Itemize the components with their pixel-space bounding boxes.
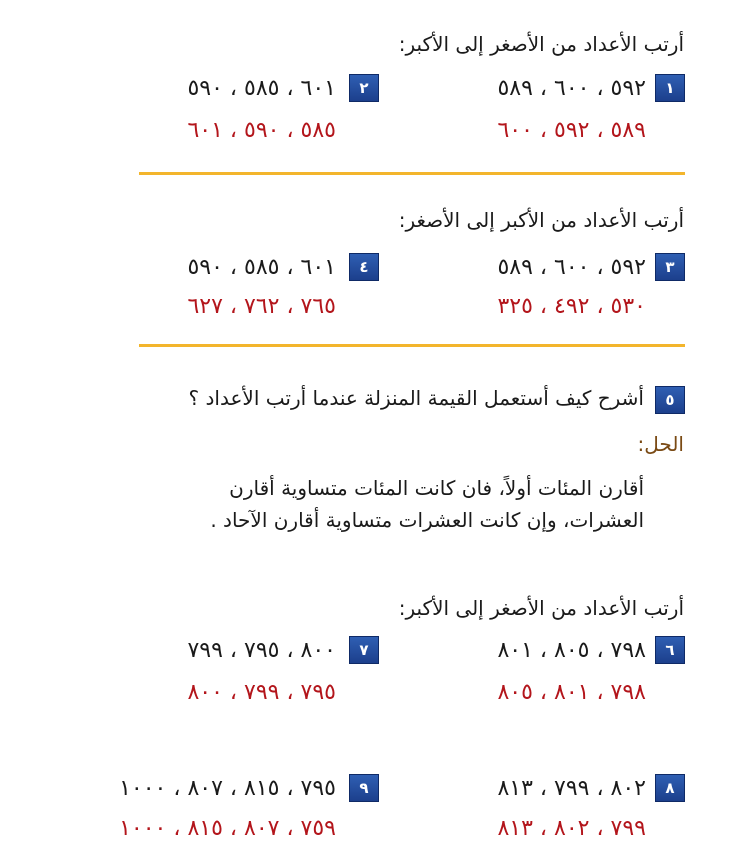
exercise-1-question: ٥٩٢ ، ٦٠٠ ، ٥٨٩ [497, 76, 646, 101]
exercise-4-answer: ٧٦٥ ، ٧٦٢ ، ٦٢٧ [187, 294, 336, 319]
exercise-8-answer: ٧٩٩ ، ٨٠٢ ، ٨١٣ [497, 816, 646, 841]
exercise-badge-7: ٧ [349, 636, 379, 664]
exercise-7-answer: ٧٩٥ ، ٧٩٩ ، ٨٠٠ [187, 680, 336, 705]
exercise-badge-9: ٩ [349, 774, 379, 802]
section-divider-1 [139, 172, 685, 175]
exercise-3-question: ٥٩٢ ، ٦٠٠ ، ٥٨٩ [497, 255, 646, 280]
exercise-badge-5: ٥ [655, 386, 685, 414]
exercise-2-question: ٦٠١ ، ٥٨٥ ، ٥٩٠ [187, 76, 336, 101]
exercise-badge-8: ٨ [655, 774, 685, 802]
exercise-6-question: ٧٩٨ ، ٨٠٥ ، ٨٠١ [497, 638, 646, 663]
instruction-ascending-1: أرتب الأعداد من الأصغر إلى الأكبر: [398, 32, 684, 56]
exercise-8-question: ٨٠٢ ، ٧٩٩ ، ٨١٣ [497, 776, 646, 801]
question-5-text: أشرح كيف أستعمل القيمة المنزلة عندما أرتب الأعداد ؟ [188, 386, 644, 410]
solution-label: الحل: [637, 432, 684, 456]
exercise-badge-4: ٤ [349, 253, 379, 281]
solution-line-1: أقارن المئات أولاً، فان كانت المئات متساوية أقارن [229, 476, 644, 500]
exercise-badge-1: ١ [655, 74, 685, 102]
solution-line-2: العشرات، وإن كانت العشرات متساوية أقارن الآحاد . [210, 508, 644, 532]
exercise-3-answer: ٥٣٠ ، ٤٩٢ ، ٣٢٥ [497, 294, 646, 319]
exercise-9-answer: ٧٥٩ ، ٨٠٧ ، ٨١٥ ، ١٠٠٠ [119, 816, 336, 841]
exercise-badge-3: ٣ [655, 253, 685, 281]
exercise-1-answer: ٥٨٩ ، ٥٩٢ ، ٦٠٠ [497, 118, 646, 143]
exercise-9-question: ٧٩٥ ، ٨١٥ ، ٨٠٧ ، ١٠٠٠ [119, 776, 336, 801]
exercise-6-answer: ٧٩٨ ، ٨٠١ ، ٨٠٥ [497, 680, 646, 705]
instruction-descending: أرتب الأعداد من الأكبر إلى الأصغر: [398, 208, 684, 232]
exercise-badge-6: ٦ [655, 636, 685, 664]
exercise-7-question: ٨٠٠ ، ٧٩٥ ، ٧٩٩ [187, 638, 336, 663]
instruction-ascending-2: أرتب الأعداد من الأصغر إلى الأكبر: [398, 596, 684, 620]
exercise-4-question: ٦٠١ ، ٥٨٥ ، ٥٩٠ [187, 255, 336, 280]
section-divider-2 [139, 344, 685, 347]
exercise-badge-2: ٢ [349, 74, 379, 102]
exercise-2-answer: ٥٨٥ ، ٥٩٠ ، ٦٠١ [187, 118, 336, 143]
